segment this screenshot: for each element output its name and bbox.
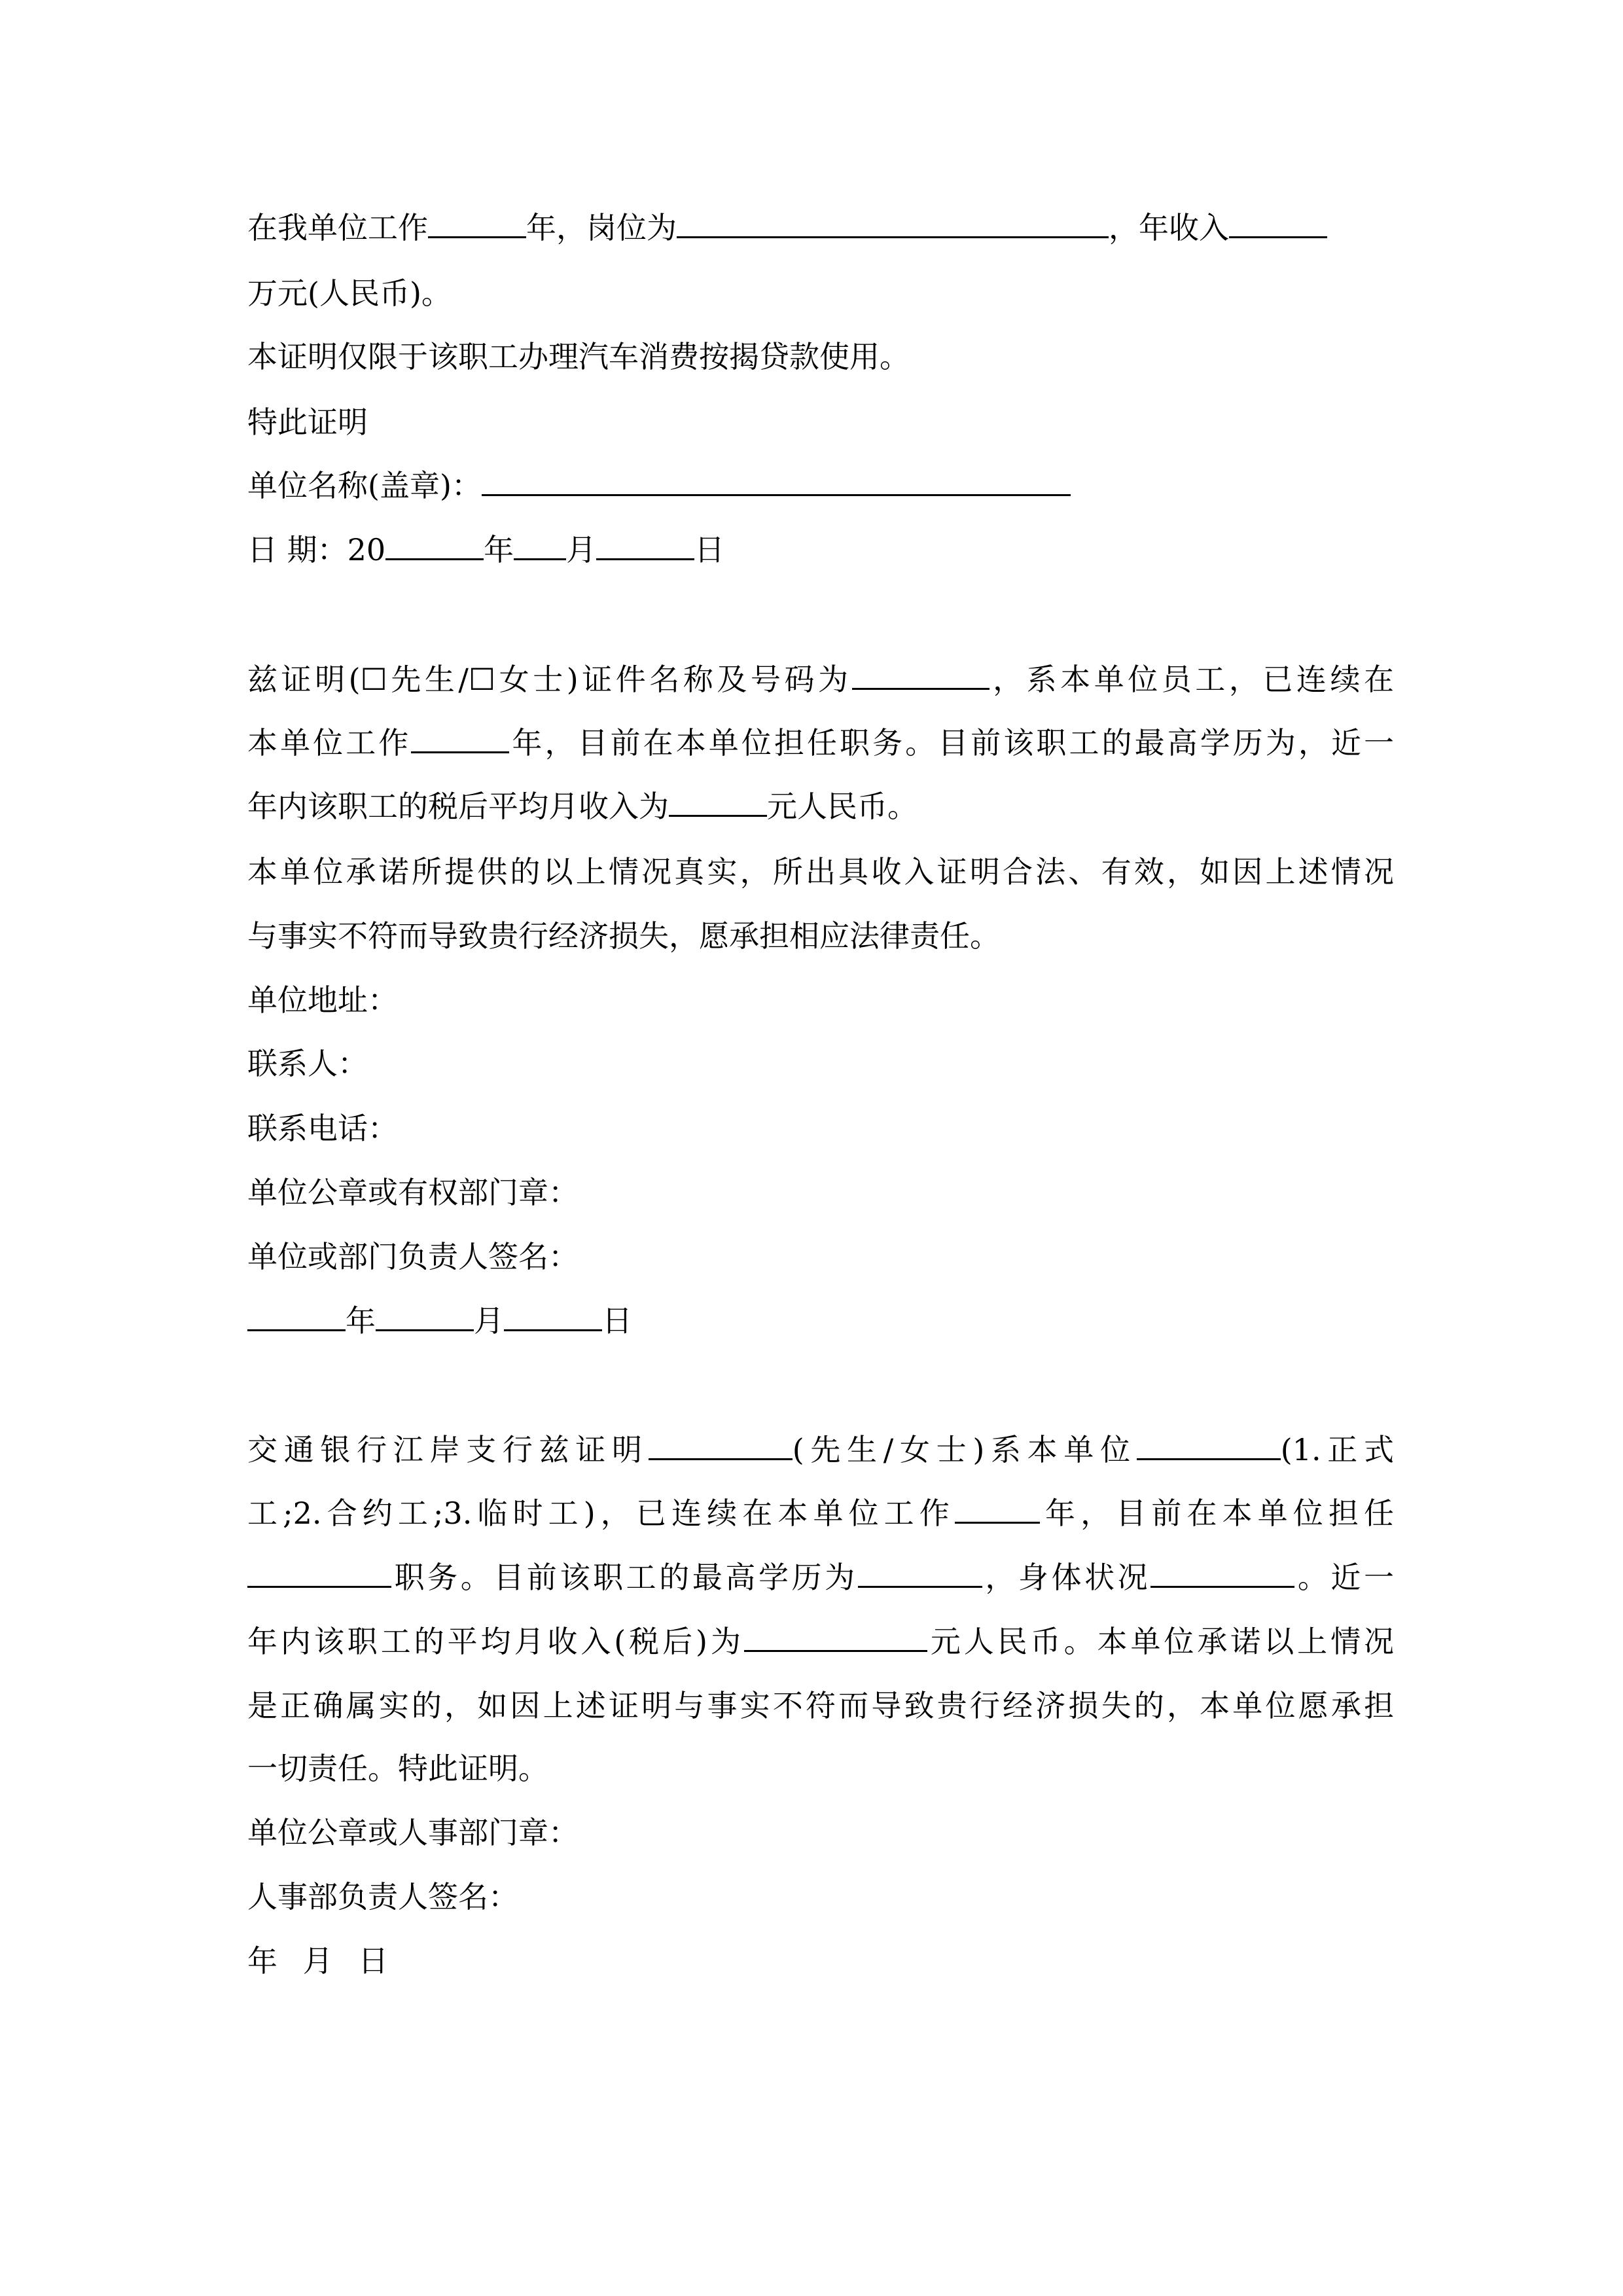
text: 年，岗位为 — [526, 210, 677, 245]
text: 元人民币。本单位承诺以上情况 — [927, 1624, 1395, 1659]
blank-years — [428, 209, 526, 238]
s3-line-9: 年 月 日 — [247, 1943, 389, 1979]
text: (1.正式 — [1280, 1432, 1394, 1467]
s1-line-3: 本证明仅限于该职工办理汽车消费按揭贷款使用。 — [247, 339, 910, 374]
s3-line-4 — [247, 1622, 1394, 1661]
blank-unit-name — [482, 467, 1071, 496]
blank-year — [247, 1302, 346, 1331]
text: 日 — [602, 1303, 632, 1338]
blank-years — [955, 1494, 1040, 1524]
text: 月 — [566, 532, 597, 567]
s2-line-2 — [247, 723, 1394, 762]
s1-line-1 — [247, 208, 1394, 247]
s3-line-7: 单位公章或人事部门章： — [247, 1815, 579, 1850]
text: 年 — [484, 532, 514, 567]
blank-id — [852, 660, 990, 690]
blank-name — [649, 1431, 793, 1460]
s2-line-11 — [247, 1301, 1394, 1340]
s2-line-8: 联系电话： — [247, 1111, 398, 1146]
text: 交通银行江岸支行兹证明 — [247, 1432, 649, 1467]
text: 日 期：20 — [247, 532, 386, 567]
text: ，身体状况 — [982, 1560, 1151, 1595]
text: 年内该职工的税后平均月收入为 — [247, 789, 669, 824]
s3-line-6: 一切责任。特此证明。 — [247, 1751, 548, 1786]
blank-month — [514, 531, 566, 560]
s2-line-1 — [247, 660, 1394, 699]
text: 本单位工作 — [247, 725, 412, 761]
text: 年，目前在本单位担任职务。目前该职工的最高学历为，近一 — [509, 725, 1394, 761]
text: 月 — [474, 1303, 504, 1338]
blank-day — [596, 531, 694, 560]
s2-line-4: 本单位承诺所提供的以上情况真实，所出具收入证明合法、有效，如因上述情况 — [247, 854, 1394, 889]
text: 工;2.合约工;3.临时工)，已连续在本单位工作 — [247, 1496, 955, 1531]
blank-day — [504, 1302, 602, 1331]
s1-line-6 — [247, 530, 1394, 569]
s3-line-5: 是正确属实的，如因上述证明与事实不符而导致贵行经济损失的，本单位愿承担 — [247, 1688, 1394, 1723]
text: 年内该职工的平均月收入(税后)为 — [247, 1624, 744, 1659]
text: 兹证明(☐先生/☐女士)证件名称及号码为 — [247, 662, 852, 697]
blank-education — [858, 1558, 982, 1588]
s2-line-9: 单位公章或有权部门章： — [247, 1175, 579, 1210]
s2-line-7: 联系人： — [247, 1046, 368, 1081]
blank-years — [411, 724, 509, 753]
blank-month — [376, 1302, 474, 1331]
text: 元人民币。 — [767, 789, 918, 824]
blank-income — [1229, 209, 1327, 238]
blank-position — [247, 1558, 391, 1588]
text: 年 — [346, 1303, 376, 1338]
text: 年，目前在本单位担任 — [1039, 1496, 1394, 1531]
s1-line-5 — [247, 466, 1394, 505]
blank-income — [669, 787, 767, 817]
text: 。近一 — [1294, 1560, 1395, 1595]
s1-line-4: 特此证明 — [247, 404, 368, 440]
text: ，系本单位员工，已连续在 — [989, 662, 1394, 697]
text: ，年收入 — [1109, 210, 1229, 245]
blank-position — [677, 209, 1109, 238]
s3-line-3 — [247, 1558, 1394, 1597]
s2-line-6: 单位地址： — [247, 982, 398, 1018]
blank-income — [744, 1623, 927, 1652]
s3-line-8: 人事部负责人签名： — [247, 1879, 518, 1914]
text: 日 — [694, 532, 725, 567]
blank-type — [1137, 1431, 1281, 1460]
s1-line-2: 万元(人民币)。 — [247, 276, 452, 311]
text: 在我单位工作 — [247, 210, 428, 245]
blank-health — [1150, 1558, 1294, 1588]
s2-line-10: 单位或部门负责人签名： — [247, 1239, 579, 1274]
text: (先生/女士)系本单位 — [792, 1432, 1137, 1467]
blank-year — [385, 531, 484, 560]
s3-line-2 — [247, 1494, 1394, 1533]
s2-line-3 — [247, 787, 1394, 826]
s2-line-5: 与事实不符而导致贵行经济损失，愿承担相应法律责任。 — [247, 918, 1000, 954]
text: 职务。目前该职工的最高学历为 — [391, 1560, 858, 1595]
text: 单位名称(盖章)： — [247, 468, 482, 503]
s3-line-1 — [247, 1430, 1394, 1469]
